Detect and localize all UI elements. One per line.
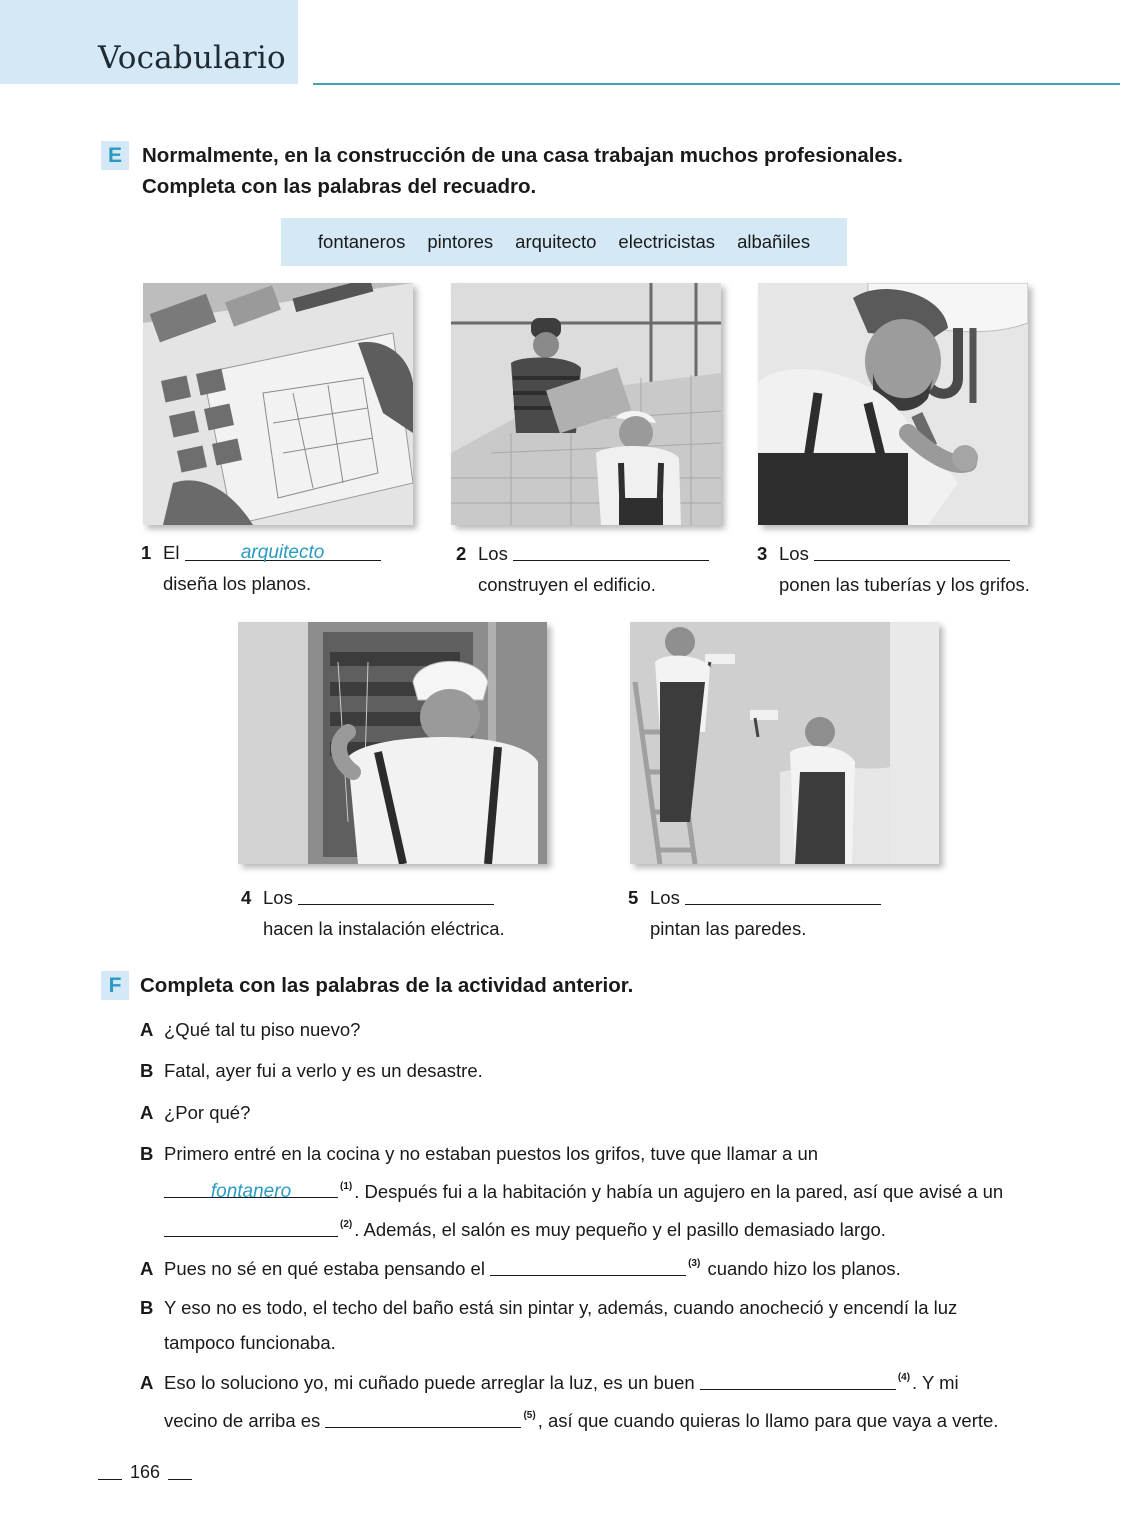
item-description: diseña los planos. <box>163 573 312 594</box>
speaker-label: B <box>140 1297 154 1318</box>
answer-blank-5[interactable] <box>685 882 881 905</box>
answer-blank-2[interactable] <box>513 538 709 561</box>
item-number: 1 <box>141 542 152 563</box>
answer-text: arquitecto <box>240 542 325 563</box>
item-description: ponen las tuberías y los grifos. <box>779 574 1030 595</box>
item-description: pintan las paredes. <box>650 918 807 939</box>
dialogue-blank-2[interactable] <box>164 1214 338 1237</box>
item-article: Los <box>263 887 293 908</box>
answer-blank-1[interactable] <box>185 538 381 561</box>
dialogue-line-5 <box>140 1248 901 1286</box>
speaker-label: A <box>140 1258 154 1280</box>
dialogue-line-4 <box>140 1136 1003 1247</box>
item-article: El <box>163 542 180 563</box>
item-description: hacen la instalación eléctrica. <box>263 918 505 939</box>
item-article: Los <box>650 887 680 908</box>
word-item: albañiles <box>737 231 811 252</box>
line-continuation: tampoco funcionaba. <box>164 1332 336 1353</box>
dialogue-blank-5[interactable] <box>325 1405 521 1428</box>
speaker-label: B <box>140 1143 154 1164</box>
blank-number: (4) <box>897 1372 911 1383</box>
line-text: . Después fui a la habitación y había un agujero en la pared, así que avisé a un <box>354 1181 1004 1203</box>
item-4 <box>241 881 505 944</box>
page-number-dash <box>168 1479 192 1481</box>
line-text: ¿Qué tal tu piso nuevo? <box>164 1019 361 1040</box>
photo-architect <box>143 283 413 525</box>
line-text: Eso lo soluciono yo, mi cuñado puede arreglar la luz, es un buen <box>164 1372 695 1394</box>
answer-text: fontanero <box>210 1181 292 1203</box>
section-e-instruction <box>142 140 903 202</box>
line-continuation <box>140 1209 1003 1247</box>
section-f-letter: F <box>101 971 129 1000</box>
dialogue-blank-1[interactable] <box>164 1175 338 1203</box>
word-box <box>281 218 847 266</box>
line-text: Primero entré en la cocina y no estaban puestos los grifos, tuve que llamar a un <box>164 1143 819 1164</box>
blank-number: (2) <box>340 1219 353 1231</box>
item-number: 3 <box>757 543 768 564</box>
line-text: Fatal, ayer fui a verlo y es un desastre. <box>164 1060 483 1081</box>
line-text: vecino de arriba es <box>164 1410 321 1432</box>
speaker-label: A <box>140 1019 154 1040</box>
dialogue-line-2 <box>140 1053 483 1088</box>
blank-number: (3) <box>688 1258 701 1269</box>
line-text: . Además, el salón es muy pequeño y el pasillo demasiado largo. <box>354 1219 886 1241</box>
line-continuation <box>140 1400 998 1438</box>
page-number-text: 166 <box>130 1462 161 1482</box>
item-2 <box>456 537 709 600</box>
speaker-label: A <box>140 1372 154 1394</box>
blank-number: (5) <box>523 1410 536 1422</box>
answer-blank-3[interactable] <box>814 538 1010 561</box>
speaker-label: A <box>140 1102 154 1123</box>
item-description: construyen el edificio. <box>478 574 656 595</box>
instruction-line-2: Completa con las palabras del recuadro. <box>142 175 537 198</box>
line-text: cuando hizo los planos. <box>702 1258 901 1280</box>
line-text: Pues no sé en qué estaba pensando el <box>164 1258 485 1280</box>
blank-number: (1) <box>340 1181 353 1192</box>
dialogue-blank-4[interactable] <box>700 1367 896 1390</box>
line-text: . Y mi <box>912 1372 959 1394</box>
item-1 <box>141 537 381 599</box>
photo-painters <box>630 622 939 864</box>
item-article: Los <box>478 543 508 564</box>
line-text: Y eso no es todo, el techo del baño está sin pintar y, además, cuando anocheció y encendí la luz <box>164 1297 958 1318</box>
word-item: arquitecto <box>515 231 597 252</box>
item-number: 4 <box>241 887 252 908</box>
line-text: ¿Por qué? <box>164 1102 251 1123</box>
item-5 <box>628 881 881 944</box>
item-number: 2 <box>456 543 467 564</box>
dialogue-line-6 <box>140 1290 957 1360</box>
photo-electrician <box>238 622 547 864</box>
speaker-label: B <box>140 1060 154 1081</box>
item-number: 5 <box>628 887 639 908</box>
line-text: , así que cuando quieras lo llamo para que vaya a verte. <box>537 1410 999 1432</box>
page-number-dash <box>98 1479 122 1481</box>
dialogue-line-7 <box>140 1362 998 1438</box>
word-item: electricistas <box>618 231 716 252</box>
section-e-letter: E <box>101 141 129 170</box>
page-number <box>98 1462 192 1483</box>
dialogue-blank-3[interactable] <box>490 1253 686 1276</box>
answer-blank-4[interactable] <box>298 882 494 905</box>
dialogue-line-3 <box>140 1095 250 1130</box>
line-continuation <box>140 1171 1003 1209</box>
header-rule <box>313 83 1120 85</box>
item-3 <box>757 537 1030 600</box>
section-f-instruction: Completa con las palabras de la actividad anterior. <box>140 974 634 997</box>
photo-plumber <box>758 283 1028 525</box>
item-article: Los <box>779 543 809 564</box>
instruction-line-1: Normalmente, en la construcción de una casa trabajan muchos profesionales. <box>142 144 904 167</box>
word-item: fontaneros <box>317 231 406 252</box>
photo-bricklayers <box>451 283 721 525</box>
page-title: Vocabulario <box>98 40 286 76</box>
dialogue-line-1 <box>140 1012 360 1047</box>
word-item: pintores <box>427 231 494 252</box>
